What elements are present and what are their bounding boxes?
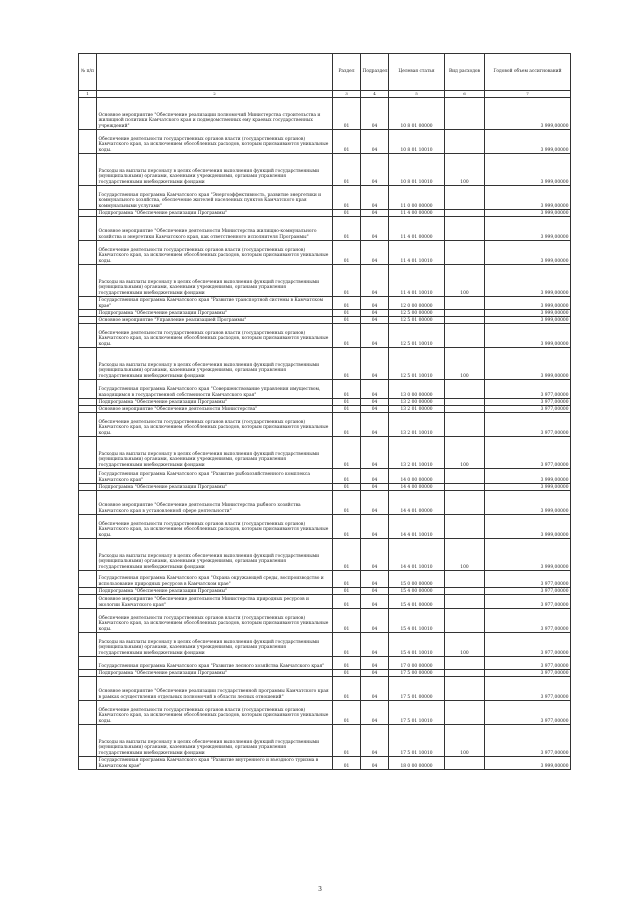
cell-number xyxy=(79,399,97,406)
cell-name: Расходы на выплаты персоналу в целях обеспечения выполнения функций государственными (муниципальными) органами, казенными учреждениями, органами управления государственными внебюджетными фондами xyxy=(97,437,333,469)
cell-name: Обеспечение деятельности государственных органов власти (государственных органов) Камчатского края, за исключением обособленных расходов, которым присваиваются уникальные коды. xyxy=(97,701,333,725)
column-number: 7 xyxy=(485,91,571,98)
cell-subsection: 04 xyxy=(361,588,389,595)
cell-subsection: 04 xyxy=(361,98,389,130)
cell-expense-kind xyxy=(445,324,485,348)
page-number: 3 xyxy=(318,886,322,893)
table-row xyxy=(79,217,571,241)
cell-expense-kind xyxy=(445,657,485,670)
cell-number xyxy=(79,657,97,670)
cell-number xyxy=(79,515,97,539)
cell-annual-amount: 3 999,00000 xyxy=(485,324,571,348)
table-row xyxy=(79,348,571,380)
cell-subsection: 04 xyxy=(361,725,389,757)
cell-name: Подпрограмма "Обеспечение реализации Программы" xyxy=(97,310,333,317)
table-row xyxy=(79,725,571,757)
cell-name: Основное мероприятие "Обеспечение деятельности Министерства природных ресурсов и экологии Камчатского края" xyxy=(97,595,333,609)
cell-annual-amount: 3 977,00000 xyxy=(485,677,571,701)
cell-name: Расходы на выплаты персоналу в целях обеспечения выполнения функций государственными (муниципальными) органами, казенными учреждениями, органами управления государственными внебюджетными фондами xyxy=(97,154,333,186)
cell-annual-amount: 3 977,00000 xyxy=(485,657,571,670)
cell-target-article: 15 4 01 10010 xyxy=(389,609,445,633)
table-row xyxy=(79,701,571,725)
cell-section: 01 xyxy=(333,725,361,757)
column-number: 5 xyxy=(389,91,445,98)
cell-annual-amount: 3 977,00000 xyxy=(485,701,571,725)
header-number: № п/п xyxy=(79,54,97,91)
cell-name: Расходы на выплаты персоналу в целях обеспечения выполнения функций государственными (муниципальными) органами, казенными учреждениями, органами управления государственными внебюджетными фондами xyxy=(97,725,333,757)
cell-target-article: 17 0 00 00000 xyxy=(389,657,445,670)
table-row xyxy=(79,539,571,571)
cell-target-article: 17 5 00 00000 xyxy=(389,670,445,677)
cell-section: 01 xyxy=(333,588,361,595)
cell-target-article: 14 4 01 10010 xyxy=(389,539,445,571)
cell-section: 01 xyxy=(333,491,361,515)
cell-section: 01 xyxy=(333,757,361,770)
cell-annual-amount: 3 999,00000 xyxy=(485,265,571,297)
cell-number xyxy=(79,437,97,469)
cell-name: Обеспечение деятельности государственных органов власти (государственных органов) Камчатского края, за исключением обособленных расходов, которым присваиваются уникальные коды. xyxy=(97,413,333,437)
cell-section: 01 xyxy=(333,217,361,241)
cell-expense-kind xyxy=(445,210,485,217)
cell-annual-amount: 3 999,00000 xyxy=(485,210,571,217)
table-row xyxy=(79,310,571,317)
cell-annual-amount: 3 999,00000 xyxy=(485,297,571,310)
cell-name: Расходы на выплаты персоналу в целях обеспечения выполнения функций государственными (муниципальными) органами, казенными учреждениями, органами управления государственными внебюджетными фондами xyxy=(97,348,333,380)
cell-section: 01 xyxy=(333,469,361,484)
cell-section: 01 xyxy=(333,317,361,324)
cell-number xyxy=(79,186,97,210)
cell-name: Основное мероприятие "Обеспечение деятельности Министерства рыбного хозяйства Камчатского края в установленной сфере деятельности" xyxy=(97,491,333,515)
cell-name: Основное мероприятие "Обеспечение реализации государственной программы Камчатского края в рамках осуществления отдельных полномочий в области лесных отношений" xyxy=(97,677,333,701)
cell-annual-amount: 3 977,00000 xyxy=(485,595,571,609)
cell-expense-kind xyxy=(445,317,485,324)
table-row xyxy=(79,324,571,348)
cell-section: 01 xyxy=(333,348,361,380)
cell-number xyxy=(79,609,97,633)
cell-annual-amount: 3 999,00000 xyxy=(485,154,571,186)
cell-name: Государственная программа Камчатского края "Совершенствование управления имуществом, находящимся в государственной собственности Камчатского края" xyxy=(97,380,333,399)
cell-subsection: 04 xyxy=(361,469,389,484)
cell-name: Государственная программа Камчатского края "Развитие рыбохозяйственного комплекса Камчатского края" xyxy=(97,469,333,484)
header-name xyxy=(97,54,333,91)
cell-subsection: 04 xyxy=(361,701,389,725)
cell-section: 01 xyxy=(333,186,361,210)
cell-subsection: 04 xyxy=(361,399,389,406)
cell-subsection: 04 xyxy=(361,437,389,469)
cell-target-article: 11 4 01 00000 xyxy=(389,217,445,241)
cell-annual-amount: 3 999,00000 xyxy=(485,241,571,265)
cell-expense-kind xyxy=(445,413,485,437)
cell-expense-kind xyxy=(445,491,485,515)
table-row xyxy=(79,399,571,406)
cell-subsection: 04 xyxy=(361,380,389,399)
table-row xyxy=(79,317,571,324)
cell-number xyxy=(79,484,97,491)
cell-annual-amount: 3 977,00000 xyxy=(485,609,571,633)
cell-number xyxy=(79,539,97,571)
cell-subsection: 04 xyxy=(361,413,389,437)
cell-annual-amount: 3 999,00000 xyxy=(485,515,571,539)
cell-section: 01 xyxy=(333,130,361,154)
cell-name: Обеспечение деятельности государственных органов власти (государственных органов) Камчатского края, за исключением обособленных расходов, которым присваиваются уникальные коды. xyxy=(97,324,333,348)
cell-section: 01 xyxy=(333,437,361,469)
cell-annual-amount: 3 999,00000 xyxy=(485,98,571,130)
table-row xyxy=(79,130,571,154)
cell-number xyxy=(79,217,97,241)
cell-section: 01 xyxy=(333,265,361,297)
cell-expense-kind xyxy=(445,241,485,265)
table-row xyxy=(79,588,571,595)
cell-target-article: 14 4 01 10010 xyxy=(389,515,445,539)
cell-name: Подпрограмма "Обеспечение реализации Программы" xyxy=(97,210,333,217)
cell-subsection: 04 xyxy=(361,571,389,588)
table-row xyxy=(79,210,571,217)
table-row xyxy=(79,757,571,770)
header-section: Раздел xyxy=(333,54,361,91)
cell-name: Государственная программа Камчатского края "Охрана окружающей среды, воспроизводство и использование природных ресурсов в Камчатском крае" xyxy=(97,571,333,588)
cell-target-article: 17 5 01 10010 xyxy=(389,725,445,757)
cell-number xyxy=(79,297,97,310)
cell-expense-kind xyxy=(445,677,485,701)
table-row xyxy=(79,241,571,265)
cell-expense-kind xyxy=(445,380,485,399)
cell-number xyxy=(79,241,97,265)
cell-target-article: 13 2 00 00000 xyxy=(389,399,445,406)
cell-section: 01 xyxy=(333,515,361,539)
cell-target-article: 12 0 00 00000 xyxy=(389,297,445,310)
cell-name: Обеспечение деятельности государственных органов власти (государственных органов) Камчатского края, за исключением обособленных расходов, которым присваиваются уникальные коды. xyxy=(97,609,333,633)
cell-expense-kind xyxy=(445,469,485,484)
cell-section: 01 xyxy=(333,380,361,399)
cell-target-article: 11 4 01 10010 xyxy=(389,241,445,265)
cell-section: 01 xyxy=(333,609,361,633)
cell-target-article: 12 5 01 10010 xyxy=(389,348,445,380)
cell-name: Основное мероприятие "Управление реализацией Программы" xyxy=(97,317,333,324)
cell-name: Государственная программа Камчатского края "Развитие внутреннего и въездного туризма в Камчатском крае" xyxy=(97,757,333,770)
cell-section: 01 xyxy=(333,571,361,588)
table-row xyxy=(79,297,571,310)
cell-expense-kind xyxy=(445,297,485,310)
cell-subsection: 04 xyxy=(361,348,389,380)
cell-annual-amount: 3 999,00000 xyxy=(485,310,571,317)
cell-subsection: 04 xyxy=(361,310,389,317)
cell-expense-kind xyxy=(445,406,485,413)
cell-target-article: 12 5 01 00000 xyxy=(389,317,445,324)
cell-number xyxy=(79,317,97,324)
cell-name: Подпрограмма "Обеспечение реализации Программы" xyxy=(97,484,333,491)
cell-number xyxy=(79,324,97,348)
cell-target-article: 11 4 00 00000 xyxy=(389,210,445,217)
cell-number xyxy=(79,98,97,130)
cell-target-article: 13 2 01 10010 xyxy=(389,437,445,469)
cell-number xyxy=(79,595,97,609)
cell-expense-kind xyxy=(445,670,485,677)
cell-expense-kind: 100 xyxy=(445,725,485,757)
cell-target-article: 11 0 00 00000 xyxy=(389,186,445,210)
cell-name: Государственная программа Камчатского края "Развитие лесного хозяйства Камчатского края" xyxy=(97,657,333,670)
header-expense-kind: Вид расходов xyxy=(445,54,485,91)
header-subsection: Подраздел xyxy=(361,54,389,91)
cell-subsection: 04 xyxy=(361,130,389,154)
cell-subsection: 04 xyxy=(361,670,389,677)
cell-section: 01 xyxy=(333,324,361,348)
cell-target-article: 18 0 00 00000 xyxy=(389,757,445,770)
cell-section: 01 xyxy=(333,98,361,130)
table-row xyxy=(79,677,571,701)
cell-target-article: 12 5 01 10010 xyxy=(389,324,445,348)
cell-subsection: 04 xyxy=(361,297,389,310)
cell-annual-amount: 3 999,00000 xyxy=(485,757,571,770)
cell-number xyxy=(79,701,97,725)
budget-allocation-table xyxy=(78,53,571,770)
table-row xyxy=(79,265,571,297)
cell-subsection: 04 xyxy=(361,515,389,539)
cell-expense-kind xyxy=(445,217,485,241)
cell-annual-amount: 3 977,00000 xyxy=(485,406,571,413)
cell-number xyxy=(79,210,97,217)
cell-target-article: 17 5 01 00000 xyxy=(389,677,445,701)
cell-subsection: 04 xyxy=(361,484,389,491)
cell-number xyxy=(79,571,97,588)
cell-number xyxy=(79,633,97,657)
cell-subsection: 04 xyxy=(361,241,389,265)
cell-subsection: 04 xyxy=(361,406,389,413)
cell-section: 01 xyxy=(333,310,361,317)
cell-subsection: 04 xyxy=(361,154,389,186)
table-row xyxy=(79,98,571,130)
table-row xyxy=(79,437,571,469)
cell-number xyxy=(79,588,97,595)
column-number: 1 xyxy=(79,91,97,98)
table-row xyxy=(79,413,571,437)
cell-expense-kind xyxy=(445,399,485,406)
cell-expense-kind: 100 xyxy=(445,539,485,571)
cell-expense-kind xyxy=(445,130,485,154)
cell-expense-kind xyxy=(445,757,485,770)
cell-name: Обеспечение деятельности государственных органов власти (государственных органов) Камчатского края, за исключением обособленных расходов, которым присваиваются уникальные коды. xyxy=(97,241,333,265)
cell-subsection: 04 xyxy=(361,595,389,609)
cell-section: 01 xyxy=(333,210,361,217)
cell-name: Государственная программа Камчатского края "Развитие транспортной системы в Камчатском крае" xyxy=(97,297,333,310)
cell-expense-kind xyxy=(445,609,485,633)
cell-target-article: 14 4 00 00000 xyxy=(389,484,445,491)
cell-section: 01 xyxy=(333,413,361,437)
cell-expense-kind: 100 xyxy=(445,437,485,469)
header-target-article: Целевая статья xyxy=(389,54,445,91)
cell-annual-amount: 3 977,00000 xyxy=(485,670,571,677)
cell-number xyxy=(79,406,97,413)
cell-expense-kind: 100 xyxy=(445,265,485,297)
cell-annual-amount: 3 977,00000 xyxy=(485,399,571,406)
cell-annual-amount: 3 999,00000 xyxy=(485,217,571,241)
cell-number xyxy=(79,310,97,317)
cell-section: 01 xyxy=(333,657,361,670)
column-number-row xyxy=(79,91,571,98)
cell-expense-kind xyxy=(445,515,485,539)
cell-target-article: 10 8 01 10010 xyxy=(389,130,445,154)
cell-annual-amount: 3 977,00000 xyxy=(485,588,571,595)
cell-name: Основное мероприятие "Обеспечение реализации полномочий Министерства строительства и жилищной политики Камчатского края и подведомственных ему краевых государственных учреждений" xyxy=(97,98,333,130)
cell-annual-amount: 3 999,00000 xyxy=(485,317,571,324)
cell-subsection: 04 xyxy=(361,324,389,348)
cell-annual-amount: 3 999,00000 xyxy=(485,186,571,210)
cell-number xyxy=(79,154,97,186)
cell-name: Основное мероприятие "Обеспечение деятельности Министерства жилищно-коммунального хозяйства и энергетики Камчатского края, как ответственного исполнителя Программы" xyxy=(97,217,333,241)
table-row xyxy=(79,571,571,588)
cell-annual-amount: 3 999,00000 xyxy=(485,348,571,380)
table-header-row xyxy=(79,54,571,91)
cell-target-article: 15 0 00 00000 xyxy=(389,571,445,588)
cell-expense-kind xyxy=(445,484,485,491)
cell-target-article: 13 2 01 00000 xyxy=(389,406,445,413)
cell-name: Подпрограмма "Обеспечение реализации Программы" xyxy=(97,588,333,595)
cell-target-article: 10 8 01 00000 xyxy=(389,98,445,130)
cell-section: 01 xyxy=(333,297,361,310)
cell-expense-kind xyxy=(445,98,485,130)
cell-subsection: 04 xyxy=(361,757,389,770)
cell-section: 01 xyxy=(333,633,361,657)
table-row xyxy=(79,186,571,210)
cell-expense-kind: 100 xyxy=(445,348,485,380)
cell-section: 01 xyxy=(333,670,361,677)
cell-name: Расходы на выплаты персоналу в целях обеспечения выполнения функций государственными (муниципальными) органами, казенными учреждениями, органами управления государственными внебюджетными фондами xyxy=(97,633,333,657)
cell-expense-kind xyxy=(445,595,485,609)
table-body xyxy=(79,98,571,770)
cell-section: 01 xyxy=(333,539,361,571)
cell-subsection: 04 xyxy=(361,539,389,571)
cell-subsection: 04 xyxy=(361,265,389,297)
cell-target-article: 17 5 01 10010 xyxy=(389,701,445,725)
cell-name: Основное мероприятие "Обеспечение деятельности Министерства" xyxy=(97,406,333,413)
table-row xyxy=(79,670,571,677)
table-row xyxy=(79,406,571,413)
cell-section: 01 xyxy=(333,595,361,609)
cell-target-article: 12 5 00 00000 xyxy=(389,310,445,317)
cell-target-article: 14 4 01 00000 xyxy=(389,491,445,515)
cell-target-article: 11 4 01 10010 xyxy=(389,265,445,297)
table-row xyxy=(79,380,571,399)
cell-name: Расходы на выплаты персоналу в целях обеспечения выполнения функций государственными (муниципальными) органами, казенными учреждениями, органами управления государственными внебюджетными фондами xyxy=(97,539,333,571)
table-row xyxy=(79,633,571,657)
cell-annual-amount: 3 999,00000 xyxy=(485,130,571,154)
cell-target-article: 14 0 00 00000 xyxy=(389,469,445,484)
cell-annual-amount: 3 977,00000 xyxy=(485,571,571,588)
table-row xyxy=(79,609,571,633)
cell-subsection: 04 xyxy=(361,657,389,670)
cell-expense-kind xyxy=(445,571,485,588)
cell-subsection: 04 xyxy=(361,186,389,210)
table-row xyxy=(79,515,571,539)
cell-target-article: 13 2 01 10010 xyxy=(389,413,445,437)
cell-annual-amount: 3 999,00000 xyxy=(485,491,571,515)
cell-annual-amount: 3 999,00000 xyxy=(485,484,571,491)
table-row xyxy=(79,154,571,186)
cell-number xyxy=(79,130,97,154)
cell-annual-amount: 3 977,00000 xyxy=(485,633,571,657)
cell-annual-amount: 3 977,00000 xyxy=(485,725,571,757)
cell-subsection: 04 xyxy=(361,491,389,515)
cell-expense-kind xyxy=(445,701,485,725)
table-row xyxy=(79,484,571,491)
cell-name: Подпрограмма "Обеспечение реализации Программы" xyxy=(97,399,333,406)
table-row xyxy=(79,491,571,515)
cell-number xyxy=(79,469,97,484)
cell-section: 01 xyxy=(333,484,361,491)
cell-number xyxy=(79,348,97,380)
cell-number xyxy=(79,491,97,515)
cell-section: 01 xyxy=(333,677,361,701)
cell-expense-kind xyxy=(445,186,485,210)
cell-target-article: 15 4 01 10010 xyxy=(389,633,445,657)
cell-number xyxy=(79,380,97,399)
cell-name: Обеспечение деятельности государственных органов власти (государственных органов) Камчатского края, за исключением обособленных расходов, которым присваиваются уникальные коды. xyxy=(97,130,333,154)
cell-section: 01 xyxy=(333,406,361,413)
cell-expense-kind xyxy=(445,310,485,317)
cell-name: Расходы на выплаты персоналу в целях обеспечения выполнения функций государственными (муниципальными) органами, казенными учреждениями, органами управления государственными внебюджетными фондами xyxy=(97,265,333,297)
cell-number xyxy=(79,670,97,677)
cell-subsection: 04 xyxy=(361,677,389,701)
cell-number xyxy=(79,413,97,437)
column-number: 3 xyxy=(333,91,361,98)
header-annual-amount: Годовой объем ассигнований xyxy=(485,54,571,91)
cell-number xyxy=(79,265,97,297)
cell-subsection: 04 xyxy=(361,633,389,657)
table-row xyxy=(79,657,571,670)
cell-target-article: 13 0 00 00000 xyxy=(389,380,445,399)
table-row xyxy=(79,595,571,609)
cell-section: 01 xyxy=(333,241,361,265)
cell-name: Обеспечение деятельности государственных органов власти (государственных органов) Камчатского края, за исключением обособленных расходов, которым присваиваются уникальные коды. xyxy=(97,515,333,539)
cell-subsection: 04 xyxy=(361,317,389,324)
column-number: 4 xyxy=(361,91,389,98)
cell-section: 01 xyxy=(333,399,361,406)
cell-number xyxy=(79,757,97,770)
cell-expense-kind xyxy=(445,588,485,595)
cell-name: Подпрограмма "Обеспечение реализации Программы" xyxy=(97,670,333,677)
cell-annual-amount: 3 977,00000 xyxy=(485,413,571,437)
cell-section: 01 xyxy=(333,701,361,725)
cell-expense-kind: 100 xyxy=(445,633,485,657)
cell-number xyxy=(79,725,97,757)
column-number: 2 xyxy=(97,91,333,98)
cell-expense-kind: 100 xyxy=(445,154,485,186)
cell-target-article: 15 4 01 00000 xyxy=(389,595,445,609)
cell-section: 01 xyxy=(333,154,361,186)
table-row xyxy=(79,469,571,484)
cell-annual-amount: 3 999,00000 xyxy=(485,469,571,484)
cell-annual-amount: 3 977,00000 xyxy=(485,380,571,399)
cell-target-article: 10 8 01 10010 xyxy=(389,154,445,186)
cell-subsection: 04 xyxy=(361,217,389,241)
cell-subsection: 04 xyxy=(361,609,389,633)
column-number: 6 xyxy=(445,91,485,98)
cell-annual-amount: 3 999,00000 xyxy=(485,539,571,571)
cell-annual-amount: 3 977,00000 xyxy=(485,437,571,469)
cell-name: Государственная программа Камчатского края "Энергоэффективность, развитие энергетики и коммунального хозяйства, обеспечение жителей населенных пунктов Камчатского края коммунальными услугами" xyxy=(97,186,333,210)
cell-target-article: 15 4 00 00000 xyxy=(389,588,445,595)
cell-number xyxy=(79,677,97,701)
cell-subsection: 04 xyxy=(361,210,389,217)
